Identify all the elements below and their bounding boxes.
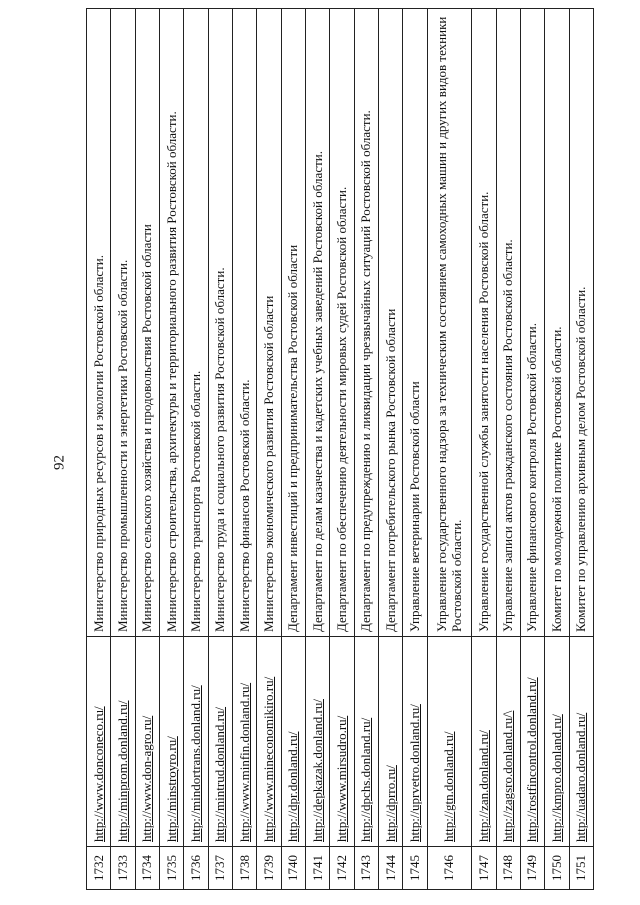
row-number: 1732: [87, 847, 111, 890]
organization-name: Министерство финансов Ростовской области.: [233, 9, 257, 637]
table-row: [306, 9, 330, 890]
site-link[interactable]: http://zagsro.donland.ru/\: [500, 710, 516, 842]
site-link[interactable]: http://rostfincontrol.donland.ru/: [524, 677, 540, 842]
row-number: 1750: [545, 847, 569, 890]
row-number: 1735: [160, 847, 184, 890]
organization-name: Комитет по управлению архивным делом Ростовской области.: [569, 9, 593, 637]
row-number: 1734: [135, 847, 159, 890]
organization-name: Министерство транспорта Ростовской области.: [184, 9, 208, 637]
url-cell: [184, 637, 208, 847]
table-row: [330, 9, 354, 890]
url-cell: [330, 637, 354, 847]
site-link[interactable]: http://dprro.ru/: [382, 765, 398, 842]
table-row: [520, 9, 544, 890]
organization-name: Комитет по молодежной политике Ростовской области.: [545, 9, 569, 637]
row-number: 1751: [569, 847, 593, 890]
site-link[interactable]: http://kmpro.donland.ru/: [548, 714, 564, 842]
row-number: 1743: [354, 847, 378, 890]
row-number: 1745: [403, 847, 427, 890]
row-number: 1733: [111, 847, 135, 890]
site-link[interactable]: http://www.mirsudro.ru/: [333, 715, 349, 842]
organization-name: Министерство сельского хозяйства и продовольствия Ростовской области: [135, 9, 159, 637]
table-row: [87, 9, 111, 890]
url-cell: [403, 637, 427, 847]
page-number: 92: [51, 455, 68, 470]
row-number: 1738: [233, 847, 257, 890]
organization-name: Управление ветеринарии Ростовской области: [403, 9, 427, 637]
rotated-table-container: [86, 8, 594, 890]
row-number: 1739: [257, 847, 281, 890]
organization-name: Департамент по обеспечению деятельности мировых судей Ростовской области.: [330, 9, 354, 637]
table-row: [135, 9, 159, 890]
site-link[interactable]: http://uprvetro.donland.ru/: [406, 704, 422, 842]
site-link[interactable]: http://uadaro.donland.ru/: [573, 712, 589, 842]
organization-name: Министерство труда и социального развития Ростовской области.: [208, 9, 232, 637]
organization-name: Департамент потребительского рынка Ростовской области: [379, 9, 403, 637]
organization-name: Министерство промышленности и энергетики Ростовской области.: [111, 9, 135, 637]
row-number: 1736: [184, 847, 208, 890]
table-body: [87, 9, 594, 890]
table-row: [545, 9, 569, 890]
table-row: [354, 9, 378, 890]
table-row: [208, 9, 232, 890]
site-link[interactable]: http://zan.donland.ru/: [475, 730, 491, 842]
table-row: [472, 9, 496, 890]
organization-name: Министерство строительства, архитектуры и территориального развития Ростовской области.: [160, 9, 184, 637]
site-link[interactable]: http://www.don-agro.ru/: [139, 715, 155, 842]
site-link[interactable]: http://www.minfin.donland.ru/: [236, 682, 252, 842]
url-cell: [520, 637, 544, 847]
table-row: [403, 9, 427, 890]
row-number: 1748: [496, 847, 520, 890]
url-cell: [306, 637, 330, 847]
organization-name: Управление государственного надзора за техническим состоянием самоходных машин и других видов техники Ростовской области.: [427, 9, 471, 637]
url-cell: [111, 637, 135, 847]
url-cell: [208, 637, 232, 847]
row-number: 1740: [281, 847, 305, 890]
url-cell: [257, 637, 281, 847]
site-link[interactable]: http://mintrud.donland.ru/: [212, 706, 228, 842]
site-link[interactable]: http://gtn.donland.ru/: [441, 731, 457, 842]
url-cell: [545, 637, 569, 847]
table-row: [496, 9, 520, 890]
url-cell: [87, 637, 111, 847]
organization-name: Министерство экономического развития Ростовской области: [257, 9, 281, 637]
url-cell: [160, 637, 184, 847]
table-row: [379, 9, 403, 890]
site-link[interactable]: http://www.donconeco.ru/: [90, 706, 106, 842]
organization-name: Департамент по предупреждению и ликвидации чрезвычайных ситуаций Ростовской области.: [354, 9, 378, 637]
organization-name: Министерство природных ресурсов и экологии Ростовской области.: [87, 9, 111, 637]
table-row: [427, 9, 471, 890]
url-cell: [379, 637, 403, 847]
url-cell: [427, 637, 471, 847]
table-row: [569, 9, 593, 890]
row-number: 1744: [379, 847, 403, 890]
site-link[interactable]: http://minprom.donland.ru/: [114, 700, 130, 842]
row-number: 1746: [427, 847, 471, 890]
site-link[interactable]: http://dpchs.donland.ru/: [358, 717, 374, 842]
table-row: [281, 9, 305, 890]
row-number: 1742: [330, 847, 354, 890]
organization-name: Департамент по делам казачества и кадетских учебных заведений Ростовской области.: [306, 9, 330, 637]
site-link[interactable]: http://www.mineconomikiro.ru/: [260, 676, 276, 842]
table-row: [111, 9, 135, 890]
url-cell: [135, 637, 159, 847]
table-row: [160, 9, 184, 890]
site-link[interactable]: http://minstroyro.ru/: [163, 736, 179, 842]
table-row: [233, 9, 257, 890]
row-number: 1741: [306, 847, 330, 890]
organization-name: Управление государственной службы занятости населения Ростовской области.: [472, 9, 496, 637]
table-row: [184, 9, 208, 890]
organization-name: Управление финансового контроля Ростовской области.: [520, 9, 544, 637]
site-link[interactable]: http://dpr.donland.ru/: [285, 731, 301, 842]
site-link[interactable]: http://depkazak.donland.ru/: [309, 699, 325, 842]
url-cell: [569, 637, 593, 847]
url-cell: [496, 637, 520, 847]
url-cell: [354, 637, 378, 847]
url-cell: [472, 637, 496, 847]
url-cell: [233, 637, 257, 847]
row-number: 1747: [472, 847, 496, 890]
row-number: 1749: [520, 847, 544, 890]
row-number: 1737: [208, 847, 232, 890]
organization-name: Управление записи актов гражданского состояния Ростовской области.: [496, 9, 520, 637]
organization-name: Департамент инвестиций и предпринимательства Ростовской области: [281, 9, 305, 637]
websites-table: [86, 8, 594, 890]
site-link[interactable]: http://mindortrans.donland.ru/: [187, 685, 203, 842]
url-cell: [281, 637, 305, 847]
table-row: [257, 9, 281, 890]
